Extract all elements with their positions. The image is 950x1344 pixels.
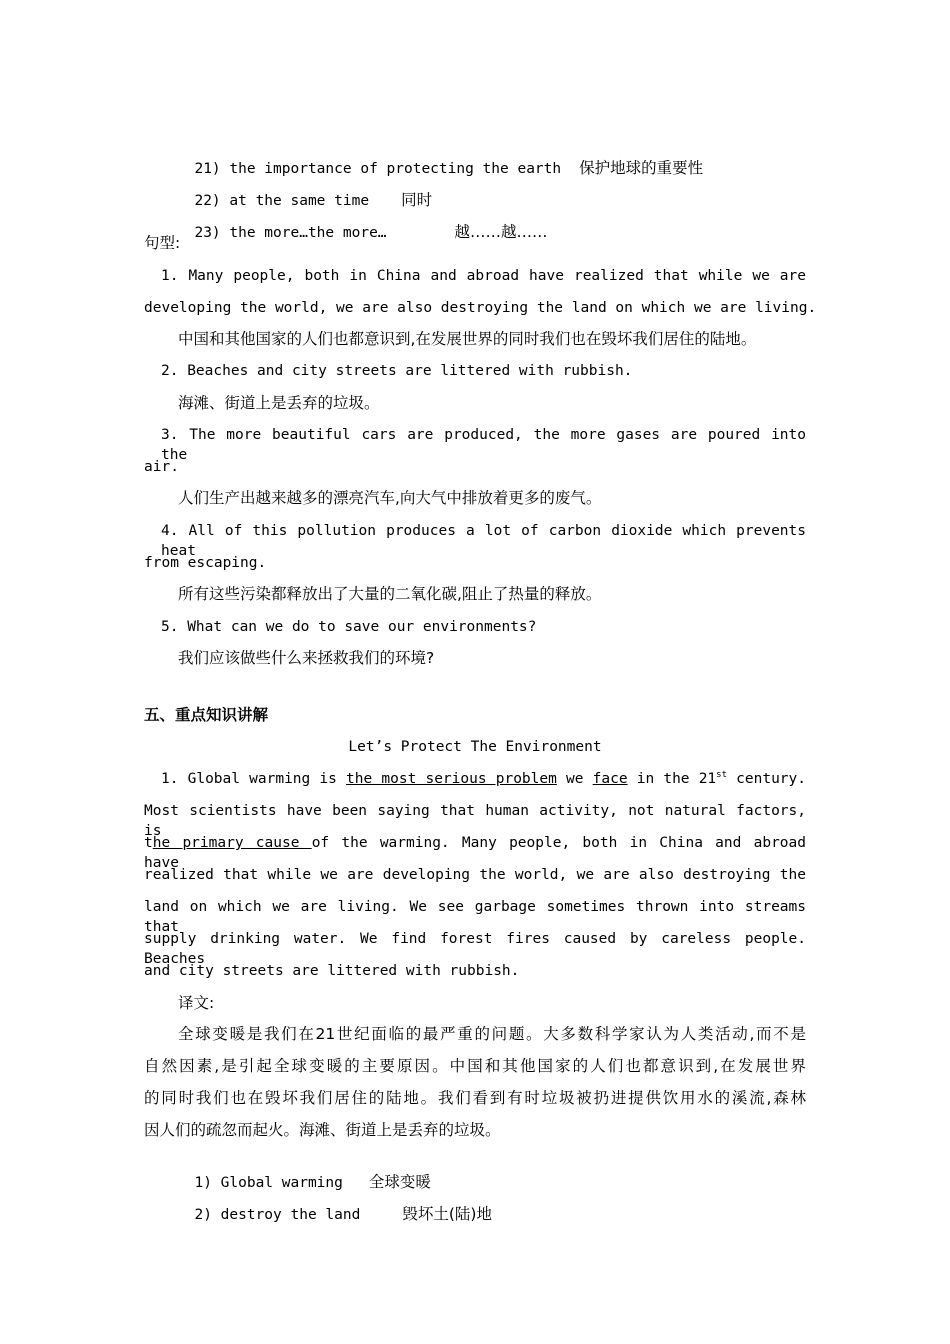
phrase-zh: 全球变暖 [368, 1173, 431, 1191]
passage-text: in the 21 [627, 771, 717, 787]
superscript: st [716, 770, 727, 780]
sentence-en-line: 5. What can we do to save our environments? [161, 619, 537, 635]
sentence-heading: 句型: [144, 234, 181, 252]
sentence-zh: 我们应该做些什么来拯救我们的环境? [178, 649, 435, 667]
underlined-phrase: face [592, 771, 628, 787]
sentence-zh: 所有这些污染都释放出了大量的二氧化碳,阻止了热量的释放。 [178, 585, 602, 603]
passage-line: land on which we are living. We see garbage sometimes thrown into streams that [144, 899, 806, 935]
passage-title: Let’s Protect The Environment [348, 739, 602, 755]
translation-line: 的同时我们也在毁坏我们居住的陆地。我们看到有时垃圾被扔进提供饮用水的溪流,森林 [144, 1089, 806, 1107]
phrase-item [177, 1184, 492, 1225]
phrase-en: 1) Global warming [194, 1175, 343, 1191]
phrase-zh: 保护地球的重要性 [579, 159, 704, 177]
translation-line: 因人们的疏忽而起火。海滩、街道上是丢弃的垃圾。 [144, 1121, 501, 1139]
passage-text: 1. Global warming is [161, 771, 347, 787]
sentence-zh: 中国和其他国家的人们也都意识到,在发展世界的同时我们也在毁坏我们居住的陆地。 [178, 330, 757, 348]
sentence-en-line: developing the world, we are also destroying the land on which we are living. [144, 300, 817, 316]
passage-text: we [556, 771, 593, 787]
phrase-zh: 毁坏土(陆)地 [402, 1205, 492, 1223]
sentence-en-line: 2. Beaches and city streets are littered with rubbish. [161, 363, 633, 379]
translation-line: 自然因素,是引起全球变暖的主要原因。中国和其他国家的人们也都意识到,在发展世界 [144, 1057, 806, 1075]
sentence-en-line: 3. The more beautiful cars are produced, the more gases are poured into the [161, 427, 806, 463]
passage-line: Most scientists have been saying that human activity, not natural factors, is [144, 803, 806, 839]
passage-text: t [144, 835, 153, 851]
phrase-en: 22) at the same time [194, 193, 370, 209]
passage-line: realized that while we are developing the world, we are also destroying the [144, 867, 806, 883]
underlined-phrase: the most serious problem [346, 771, 557, 787]
passage-text: of the warming. Many people, both in China and abroad have [144, 835, 806, 871]
phrase-en: 21) the importance of protecting the earth [194, 161, 562, 177]
passage-line [144, 769, 806, 789]
passage-line: and city streets are littered with rubbish. [144, 963, 520, 979]
sentence-zh: 人们生产出越来越多的漂亮汽车,向大气中排放着更多的废气。 [178, 489, 602, 507]
passage-text: century. [727, 771, 806, 787]
sentence-en-line: from escaping. [144, 555, 267, 571]
section-heading: 五、重点知识讲解 [144, 706, 269, 724]
phrase-item [177, 202, 548, 243]
phrase-en: 23) the more…the more… [194, 225, 387, 241]
phrase-zh: 同时 [401, 191, 433, 209]
translation-line: 全球变暖是我们在21世纪面临的最严重的问题。大多数科学家认为人类活动,而不是 [178, 1025, 806, 1043]
translation-label: 译文: [178, 994, 215, 1012]
passage-line: supply drinking water. We find forest fires caused by careless people. Beaches [144, 931, 806, 967]
underlined-phrase: he primary cause [152, 835, 312, 851]
phrase-en: 2) destroy the land [194, 1207, 361, 1223]
sentence-en-line: air. [144, 459, 179, 475]
sentence-en-line: 1. Many people, both in China and abroad have realized that while we are [161, 268, 806, 284]
sentence-en-line: 4. All of this pollution produces a lot of carbon dioxide which prevents heat [161, 523, 806, 559]
phrase-zh: 越……越…… [454, 223, 548, 241]
sentence-zh: 海滩、街道上是丢弃的垃圾。 [178, 394, 380, 412]
